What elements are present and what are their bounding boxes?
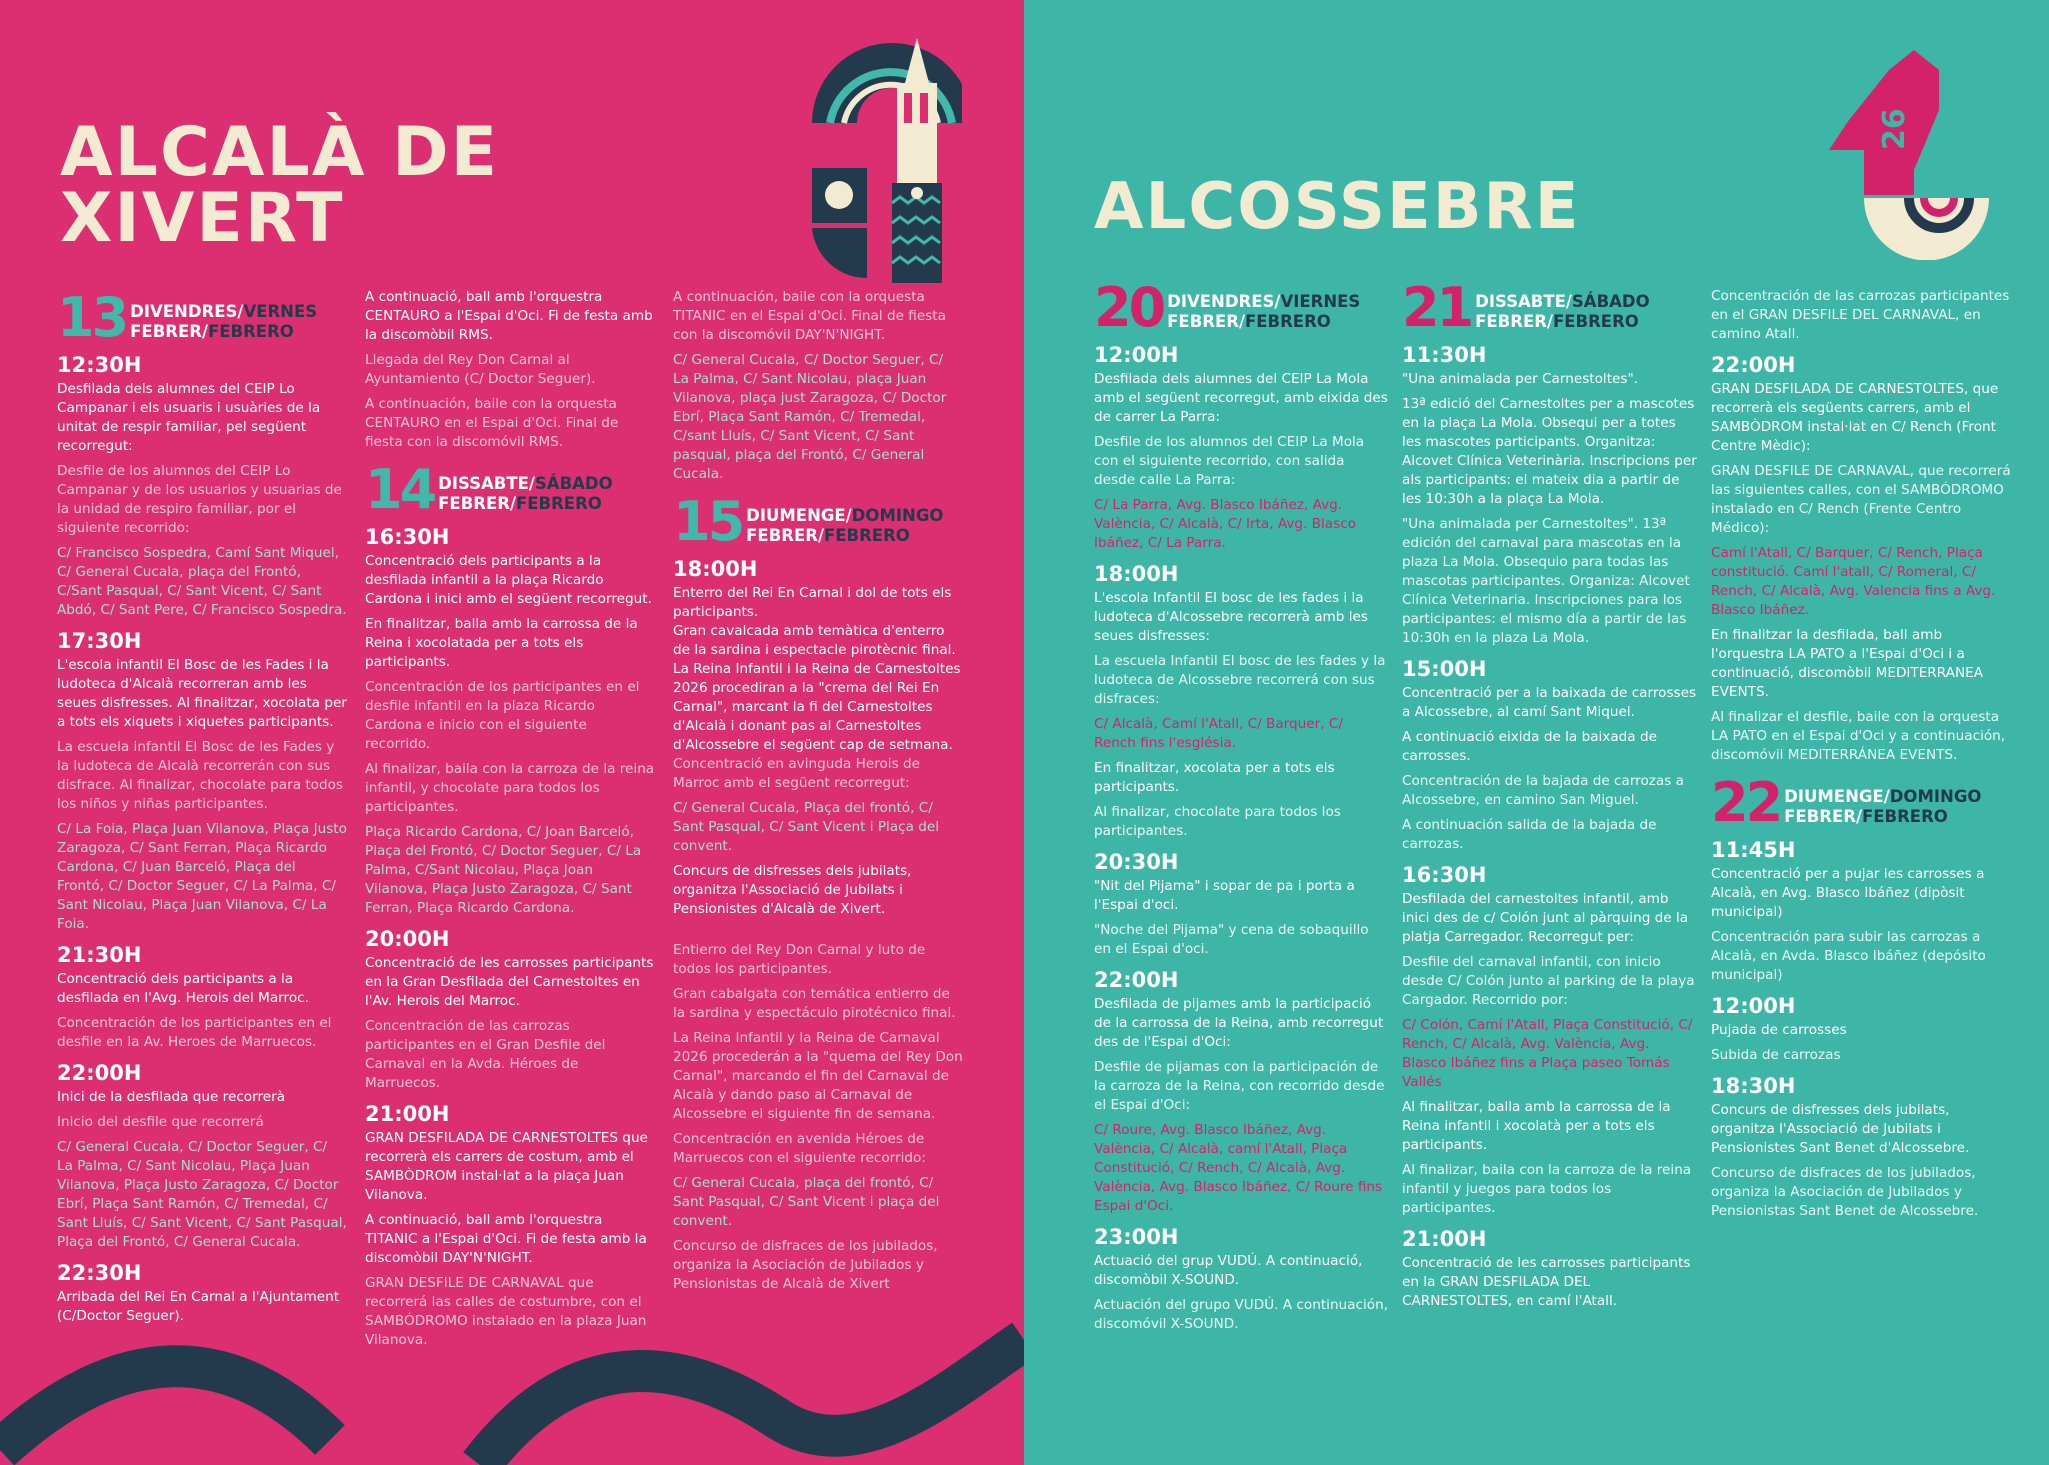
- schedule-column-1: [1094, 276, 1389, 1340]
- event-time: 21:00H: [1402, 1227, 1487, 1251]
- event-text-ca: A continuació, ball amb l'orquestra TITANIC a l'Espai d'Oci. Fi de festa amb la discomòbil DAY'N'NIGHT.: [365, 1212, 647, 1266]
- event-text-ca: Concurs de disfresses dels jubilats, organitza l'Associació de Jubilats i Pensionistes d'Alcalà de Xivert.: [673, 863, 912, 917]
- day-number: 20: [1094, 276, 1164, 339]
- route-streets: C/ General Cucala, C/ Doctor Seguer, C/ La Palma, C/ Sant Nicolau, plaça Juan Vilanova, plaça just Zaragoza, C/ Doctor Ebrí, Plaça Sant Ramón, C/ Tremedal, C/sant Lluís, C/ Sant Vicent, C/ Sant pasqual, plaça del Frontó, C/ General Cucala.: [673, 352, 947, 482]
- event-text-ca: A continuació, ball amb l'orquestra CENTAURO a l'Espai d'Oci. Fi de festa amb la discomòbil RMS.: [365, 289, 653, 343]
- event-text-es: Concurso de disfraces de los jubilados, organiza la Asociación de Jubilados y Pensionistas Sant Benet de Alcossebre.: [1711, 1165, 1979, 1219]
- event-text-ca: Inici de la desfilada que recorrerà: [57, 1089, 286, 1105]
- weekday-ca: DIVENDRES/: [130, 302, 244, 321]
- event-time: 12:00H: [1094, 343, 1179, 367]
- event-text-es: Subida de carrozas: [1711, 1047, 1841, 1063]
- month-es: FEBRERO: [207, 322, 294, 341]
- month-es: FEBRERO: [515, 494, 602, 513]
- event-time: 21:00H: [365, 1102, 450, 1126]
- route-streets: C/ Colón, Camí l'Atall, Plaça Constitució, C/ Rench, C/ Alcalà, Avg. València, Avg. Blasco Ibáñez fins a Plaça paseo Tomás Vallés: [1402, 1017, 1693, 1090]
- event-time: 23:00H: [1094, 1225, 1179, 1249]
- event-text-es: Concentración de la bajada de carrozas a Alcossebre, en camino San Miguel.: [1402, 773, 1684, 808]
- event-text-es: Desfile de pijamas con la participación de la carroza de la Reina, con recorrido desde el Espai d'Oci:: [1094, 1059, 1385, 1113]
- route-streets: C/ Alcalà, Camí l'Atall, C/ Barquer, C/ Rench fins l'església.: [1094, 716, 1343, 751]
- day-number: 14: [365, 458, 435, 521]
- event-text-ca: Pujada de carrosses: [1711, 1022, 1847, 1038]
- event-text-ca: Concentració dels participants a la desfilada infantil a la plaça Ricardo Cardona i inici amb el següent recorregut.: [365, 553, 652, 607]
- event-text-ca: Enterro del Rei En Carnal i dol de tots els participants.: [673, 585, 952, 620]
- event-text-ca: Arribada del Rei En Carnal a l'Ajuntament (C/Doctor Seguer).: [57, 1289, 340, 1324]
- logo-year: 26: [1877, 108, 1912, 150]
- event-text-ca: Concentració dels participants a la desfilada en l'Avg. Herois del Marroc.: [57, 971, 309, 1006]
- route-streets: C/ General Cucala, Plaça del frontó, C/ Sant Pasqual, C/ Sant Vicent i Plaça del convent.: [673, 800, 940, 854]
- event-text-es: Al finalizar, baila con la carroza de la reina infantil y juegos para todos los participantes.: [1402, 1162, 1692, 1216]
- page-title-alcossebre: ALCOSSEBRE: [1094, 170, 1581, 244]
- day-header-20: [1094, 276, 1389, 339]
- schedule-column-1: [57, 286, 347, 1332]
- event-text-ca: L'escola infantil El Bosc de les Fades i la ludoteca d'Alcalà recorreran amb les seues disfresses. Al finalitzar, xocolata per a tots els xiquets i xiquetes participants.: [57, 657, 347, 730]
- event-text-es: A continuación, baile con la orquesta CENTAURO en el Espai d'Oci. Final de fiesta con la discomóvil RMS.: [365, 396, 619, 450]
- route-streets: C/ La Parra, Avg. Blasco Ibáñez, Avg. València, C/ Alcalà, C/ Irta, Avg. Blasco Ibáñez, C/ La Parra.: [1094, 497, 1356, 551]
- event-text-ca: Desfilada de pijames amb la participació de la carrossa de la Reina, amb recorregut des de l'Espai d'Oci:: [1094, 996, 1384, 1050]
- day-header-21: [1402, 276, 1697, 339]
- event-text-es: GRAN DESFILE DE CARNAVAL, que recorrerá las siguientes calles, con el SAMBÓDROMO instalado en C/ Rench (Frente Centro Médico):: [1711, 463, 2011, 536]
- carnival-logo: [1829, 50, 2009, 260]
- event-text-es: Desfile de los alumnos del CEIP Lo Campanar y de los usuarios y usuarias de la unidad de respiro familiar, por el siguiente recorrido:: [57, 463, 342, 536]
- event-text-ca: "Una animalada per Carnestoltes".: [1402, 371, 1639, 387]
- event-time: 17:30H: [57, 629, 142, 653]
- event-text-ca: Concentració de les carrosses participants en la Gran Desfilada del Carnestoltes en l'Av. Herois del Marroc.: [365, 955, 654, 1009]
- month-es: FEBRERO: [1244, 312, 1331, 331]
- title-line-1: ALCALÀ DE: [60, 113, 500, 192]
- event-text-es: Llegada del Rey Don Carnal al Ayuntamiento (C/ Doctor Seguer).: [365, 352, 596, 387]
- event-time: 18:00H: [1094, 562, 1179, 586]
- event-text-ca: "Nit del Pijama" i sopar de pa i porta a l'Espai d'oci.: [1094, 878, 1355, 913]
- event-time: 16:30H: [365, 525, 450, 549]
- route-streets: C/ Francisco Sospedra, Camí Sant Miquel, C/ General Cucala, plaça del Frontó, C/Sant Pasqual, C/ Sant Vicent, C/ Sant Abdó, C/ Sant Pere, C/ Francisco Sospedra.: [57, 545, 347, 618]
- event-text-es: Desfile del carnaval infantil, con inicio desde C/ Colón junto al parking de la playa Cargador. Recorrido por:: [1402, 954, 1695, 1008]
- weekday-ca: DIVENDRES/: [1167, 292, 1281, 311]
- month-ca: FEBRER/: [1784, 807, 1862, 826]
- event-time: 12:00H: [1711, 994, 1796, 1018]
- day-number: 21: [1402, 276, 1472, 339]
- day-header-22: [1711, 771, 2011, 834]
- tower-illustration: [812, 33, 962, 288]
- event-text-es: Entierro del Rey Don Carnal y luto de todos los participantes.: [673, 942, 926, 977]
- weekday-es: SÁBADO: [534, 474, 613, 493]
- weekday-ca: DIUMENGE/: [746, 506, 852, 525]
- event-time: 22:00H: [1711, 353, 1796, 377]
- event-text-ca: Actuació del grup VUDÚ. A continuació, discomòbil X-SOUND.: [1094, 1253, 1363, 1288]
- route-streets: Plaça Ricardo Cardona, C/ Joan Barceló, Plaça del Frontó, C/ Doctor Seguer, C/ La Palma, C/Sant Nicolau, Plaça Joan Vilanova, Plaça Justo Zaragoza, C/ Sant Ferran, Plaça Ricardo Cardona.: [365, 824, 642, 916]
- route-streets: C/ General Cucala, C/ Doctor Seguer, C/ La Palma, C/ Sant Nicolau, Plaça Juan Vilanova, Plaça Justo Zaragoza, C/ Doctor Ebrí, Plaça Sant Ramón, C/ Tremedal, C/ Sant Lluís, C/ Sant Vicent, C/ Sant Pasqual, Plaça del Frontó, C/ General Cucala.: [57, 1139, 347, 1250]
- weekday-ca: DISSABTE/: [438, 474, 535, 493]
- event-time: 21:30H: [57, 943, 142, 967]
- month-ca: FEBRER/: [1167, 312, 1245, 331]
- event-time: 22:00H: [1094, 968, 1179, 992]
- event-text-es: Actuación del grupo VUDÚ. A continuación, discomóvil X-SOUND.: [1094, 1297, 1389, 1332]
- event-text-es: "Noche del Pijama" y cena de sobaquillo en el Espai d'oci.: [1094, 922, 1369, 957]
- event-text-ca: Gran cavalcada amb temàtica d'enterro de la sardina i espectacle pirotècnic final.: [673, 623, 956, 658]
- event-text-es: "Una animalada per Carnestoltes". 13ª edición del carnaval para mascotas en la plaza La Mola. Obsequio para todas las mascotas participantes. Organiza: Alcovet Clínica Veterinaria. Inscripciones para los participantes: el mismo día a partir de las 10:30h en la plaza La Mola.: [1402, 516, 1690, 646]
- day-number: 13: [57, 286, 127, 349]
- weekday-ca: DIUMENGE/: [1784, 787, 1890, 806]
- month-ca: FEBRER/: [1475, 312, 1553, 331]
- event-text-ca: Desfilada del carnestoltes infantil, amb inici des de c/ Colón junt al pàrquing de la platja Carregador. Recorregut per:: [1402, 891, 1689, 945]
- event-text-ca: La Reina Infantil i la Reina de Carnestoltes 2026 procediran a la "crema del Rei En Carnal", marcant la fi del Carnestoltes d'Alcalà i donant pas al Carnestoltes d'Alcossebre el següent cap de setmana.: [673, 661, 961, 753]
- weekday-es: SÁBADO: [1571, 292, 1650, 311]
- event-text-ca: Concentració per a pujar les carrosses a Alcalà, en Avg. Blasco Ibáñez (dipòsit municipal): [1711, 866, 1985, 920]
- event-text-es: Desfile de los alumnos del CEIP La Mola con el siguiente recorrido, con salida desde calle La Parra:: [1094, 434, 1365, 488]
- title-line-2: XIVERT: [60, 179, 345, 258]
- month-es: FEBRERO: [1861, 807, 1948, 826]
- event-text-es: Concentración de las carrozas participantes en el GRAN DESFILE DEL CARNAVAL, en camino Atall.: [1711, 288, 2010, 342]
- weekday-es: DOMINGO: [1889, 787, 1982, 806]
- schedule-column-3: [673, 288, 963, 1300]
- event-text-es: Inicio del desfile que recorrerá: [57, 1114, 264, 1130]
- month-es: FEBRERO: [823, 526, 910, 545]
- month-ca: FEBRER/: [746, 526, 824, 545]
- event-text-ca: A continuació eixida de la baixada de carrosses.: [1402, 729, 1657, 764]
- weekday-es: VIERNES: [1280, 292, 1361, 311]
- route-streets: C/ La Foia, Plaça Juan Vilanova, Plaça Justo Zaragoza, C/ Sant Ferran, Plaça Ricardo Cardona, C/ Juan Barceló, Plaça del Frontó, C/ Doctor Seguer, C/ La Palma, C/ Sant Nicolau, Plaça Juan Vilanova, C/ La Foia.: [57, 821, 347, 932]
- day-header-14: [365, 458, 655, 521]
- event-time: 20:00H: [365, 927, 450, 951]
- event-text-es: La escuela infantil El Bosc de les Fades y la ludoteca de Alcalà recorrerán con sus disfrace. Al finalizar, chocolate para todos los niños y niñas participantes.: [57, 739, 344, 812]
- event-text-es: Concurso de disfraces de los jubilados, organiza la Asociación de Jubilados y Pensionistas de Alcalà de Xivert: [673, 1238, 938, 1292]
- event-time: 20:30H: [1094, 850, 1179, 874]
- event-text-es: GRAN DESFILE DE CARNAVAL que recorrerá las calles de costumbre, con el SAMBÓDROMO instalado en la plaza Juan Vilanova.: [365, 1275, 647, 1348]
- event-text-ca: En finalitzar, xocolata per a tots els participants.: [1094, 760, 1335, 795]
- day-header-13: [57, 286, 347, 349]
- event-text-es: La escuela Infantil El bosc de les fades y la ludoteca de Alcossebre recorrerá con sus disfraces:: [1094, 653, 1386, 707]
- month-es: FEBRERO: [1552, 312, 1639, 331]
- event-time: 11:30H: [1402, 343, 1487, 367]
- event-text-es: A continuación, baile con la orquesta TITANIC en el Espai d'Oci. Final de fiesta con la discomóvil DAY'N'NIGHT.: [673, 289, 946, 343]
- day-number: 15: [673, 490, 743, 553]
- event-time: 22:30H: [57, 1261, 142, 1285]
- event-text-ca: 13ª edició del Carnestoltes per a mascotes en la plaça La Mola. Obsequi per a totes les mascotes participants. Organitza: Alcovet Clínica Veterinària. Inscripcions per als participants: el mateix dia a partir de les 10:30h a la plaça La Mola.: [1402, 396, 1697, 507]
- event-text-ca: Desfilada dels alumnes del CEIP Lo Campanar i els usuaris i usuàries de la unitat de respir familiar, pel següent recorregut:: [57, 381, 321, 454]
- event-text-es: Al finalizar, baila con la carroza de la reina infantil, y chocolate para todos los participantes.: [365, 761, 655, 815]
- event-time: 16:30H: [1402, 863, 1487, 887]
- schedule-column-2: [365, 288, 655, 1356]
- route-streets: C/ Roure, Avg. Blasco Ibáñez, Avg. València, C/ Alcalà, camí l'Atall, Plaça Constitució, C/ Rench, C/ Alcalà, Avg. València, Avg. Blasco Ibáñez, C/ Roure fins Espai d'Oci.: [1094, 1122, 1383, 1214]
- event-text-es: Concentració en avinguda Herois de Marroc amb el següent recorregut:: [673, 756, 920, 791]
- event-time: 15:00H: [1402, 657, 1487, 681]
- event-text-ca: Desfilada dels alumnes del CEIP La Mola amb el següent recorregut, amb eixida des de carrer La Parra:: [1094, 371, 1388, 425]
- event-text-es: La Reina Infantil y la Reina de Carnaval 2026 procederán a la "quema del Rey Don Carnal", marcando el fin del Carnaval de Alcalà y dando paso al Carnaval de Alcossebre el siguiente fin de semana.: [673, 1030, 963, 1122]
- event-text-es: A continuación salida de la bajada de carrozas.: [1402, 817, 1657, 852]
- event-text-ca: L'escola Infantil El bosc de les fades i la ludoteca d'Alcossebre recorrerà amb les seues disfresses:: [1094, 590, 1368, 644]
- weekday-ca: DISSABTE/: [1475, 292, 1572, 311]
- event-text-es: Al finalizar, chocolate para todos los participantes.: [1094, 804, 1341, 839]
- event-text-ca: Concentració de les carrosses participants en la GRAN DESFILADA DEL CARNESTOLTES, en camí l'Atall.: [1402, 1255, 1691, 1309]
- month-ca: FEBRER/: [130, 322, 208, 341]
- event-text-ca: En finalitzar, balla amb la carrossa de la Reina i xocolatada per a tots els participants.: [365, 616, 638, 670]
- event-text-es: Gran cabalgata con temática entierro de la sardina y espectáculo pirotécnico final.: [673, 986, 956, 1021]
- event-text-es: Concentración de los participantes en el desfile infantil en la plaza Ricardo Cardona e inicio con el siguiente recorrido.: [365, 679, 640, 752]
- event-time: 18:30H: [1711, 1074, 1796, 1098]
- event-time: 22:00H: [57, 1061, 142, 1085]
- event-text-ca: GRAN DESFILADA DE CARNESTOLTES que recorrerà els carrers de costum, amb el SAMBÒDROM instal·lat a la plaça Juan Vilanova.: [365, 1130, 648, 1203]
- route-streets: C/ General Cucala, plaça del frontó, C/ Sant Pasqual, C/ Sant Vicent i plaça del convent.: [673, 1175, 940, 1229]
- event-text-es: Al finalizar el desfile, baile con la orquesta LA PATO en el Espai d'Oci y a continuación, discomóvil MEDITERRÁNEA EVENTS.: [1711, 709, 2006, 763]
- event-text-es: Concentración de las carrozas participantes en el Gran Desfile del Carnaval en la Avda. Héroes de Marruecos.: [365, 1018, 606, 1091]
- day-header-15: [673, 490, 963, 553]
- event-time: 18:00H: [673, 557, 758, 581]
- schedule-column-3: [1711, 287, 2011, 1227]
- event-text-ca: En finalitzar la desfilada, ball amb l'orquestra LA PATO a l'Espai d'Oci i a continuació, discomòbil MEDITERRANEA EVENTS.: [1711, 627, 1984, 700]
- event-text-es: Concentración en avenida Héroes de Marruecos con el siguiente recorrido:: [673, 1131, 926, 1166]
- event-text-ca: Concurs de disfresses dels jubilats, organitza l'Associació de Jubilats i Pensionistes Sant Benet d'Alcossebre.: [1711, 1102, 1970, 1156]
- event-time: 12:30H: [57, 353, 142, 377]
- route-streets: Camí l'Atall, C/ Barquer, C/ Rench, Plaça constitució. Camí l'atall, C/ Romeral, C/ Rench, C/ Alcalà, Avg. Valencia fins a Avg. Blasco Ibáñez.: [1711, 545, 1996, 618]
- day-number: 22: [1711, 771, 1781, 834]
- event-time: 11:45H: [1711, 838, 1796, 862]
- weekday-es: VERNES: [243, 302, 318, 321]
- page-title-alcala: [60, 113, 500, 258]
- event-text-ca: GRAN DESFILADA DE CARNESTOLTES, que recorrerà els següents carrers, amb el SAMBÒDROM instal·lat en C/ Rench (Front Centre Mèdic):: [1711, 381, 1999, 454]
- event-text-es: Concentración de los participantes en el desfile en la Av. Heroes de Marruecos.: [57, 1015, 332, 1050]
- schedule-column-2: [1402, 276, 1697, 1317]
- event-text-es: Concentración para subir las carrozas a Alcalà, en Avda. Blasco Ibáñez (depósito municipal): [1711, 929, 1986, 983]
- month-ca: FEBRER/: [438, 494, 516, 513]
- event-text-ca: Al finalitzar, balla amb la carrossa de la Reina infantil i xocolatà per a tots els participants.: [1402, 1099, 1671, 1153]
- alcala-panel: [0, 0, 1024, 1465]
- event-text-ca: Concentració per a la baixada de carrosses a Alcossebre, al camí Sant Miquel.: [1402, 685, 1697, 720]
- weekday-es: DOMINGO: [851, 506, 944, 525]
- alcossebre-panel: [1024, 0, 2049, 1465]
